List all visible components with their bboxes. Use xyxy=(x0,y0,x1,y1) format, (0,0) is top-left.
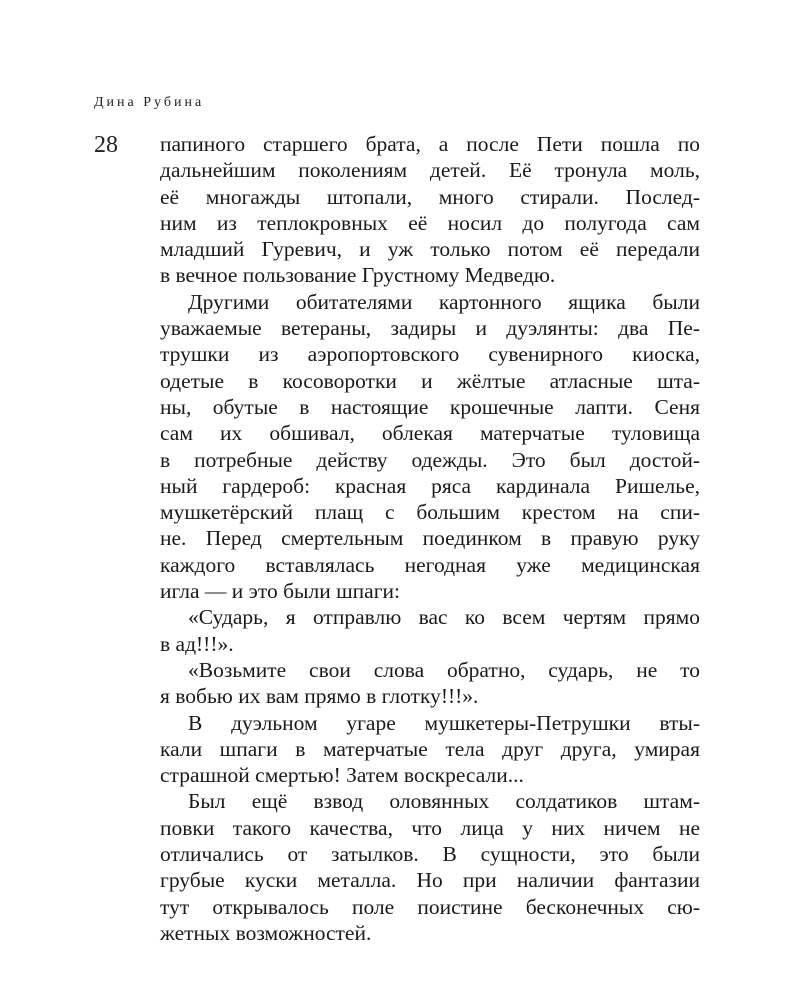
text-line: игла — и это были шпаги: xyxy=(160,579,400,604)
text-line: мушкетёрский плащ с большим крестом на спи- xyxy=(160,500,700,525)
text-line: Был ещё взвод оловянных солдатиков штам- xyxy=(188,789,700,814)
text-line: тут открывалось поле поистине бесконечных сю- xyxy=(160,894,700,919)
text-line: повки такого качества, что лица у них ничем не xyxy=(160,815,700,840)
text-line: кали шпаги в матерчатые тела друг друга, умирая xyxy=(160,736,700,761)
text-line: грубые куски металла. Но при наличии фантазии xyxy=(160,868,700,893)
text-line: я вобью их вам прямо в глотку!!!». xyxy=(160,684,479,709)
text-line: Другими обитателями картонного ящика были xyxy=(188,289,700,314)
text-line: сам их обшивал, облекая матерчатые туловища xyxy=(160,421,700,446)
text-line: одетые в косоворотки и жёлтые атласные шта- xyxy=(160,368,700,393)
text-line: В дуэльном угаре мушкетеры-Петрушки вты- xyxy=(188,710,700,735)
text-line: ный гардероб: красная ряса кардинала Ришелье, xyxy=(160,473,700,498)
page-number: 28 xyxy=(94,132,118,158)
text-line: папиного старшего брата, а после Пети пошла по xyxy=(160,132,700,156)
running-header-author: Дина Рубина xyxy=(94,95,205,110)
text-line: не. Перед смертельным поединком в правую руку xyxy=(160,526,700,551)
text-line: в ад!!!». xyxy=(160,631,234,656)
text-line: каждого вставлялась негодная уже медицинская xyxy=(160,552,700,577)
text-line: жетных возможностей. xyxy=(160,920,372,945)
body-text xyxy=(160,131,700,946)
text-line: страшной смертью! Затем воскресали... xyxy=(160,763,524,788)
text-line: в потребные действу одежды. Это был достой- xyxy=(160,447,700,472)
text-line: её многажды штопали, много стирали. Послед- xyxy=(160,184,700,209)
text-line: в вечное пользование Грустному Медведю. xyxy=(160,263,556,288)
text-line: ним из теплокровных её носил до полугода сам xyxy=(160,210,700,235)
text-line: дальнейшим поколениям детей. Её тронула моль, xyxy=(160,158,700,183)
text-line: уважаемые ветераны, задиры и дуэлянты: два Пе- xyxy=(160,316,700,341)
text-line: трушки из аэропортовского сувенирного киоска, xyxy=(160,342,700,367)
text-line: отличались от затылков. В сущности, это были xyxy=(160,842,700,867)
text-line: ны, обутые в настоящие крошечные лапти. Сеня xyxy=(160,394,700,419)
text-line: «Возьмите свои слова обратно, сударь, не то xyxy=(188,657,700,682)
text-line: «Сударь, я отправлю вас ко всем чертям прямо xyxy=(188,605,700,630)
text-line: младший Гуревич, и уж только потом её передали xyxy=(160,237,700,262)
